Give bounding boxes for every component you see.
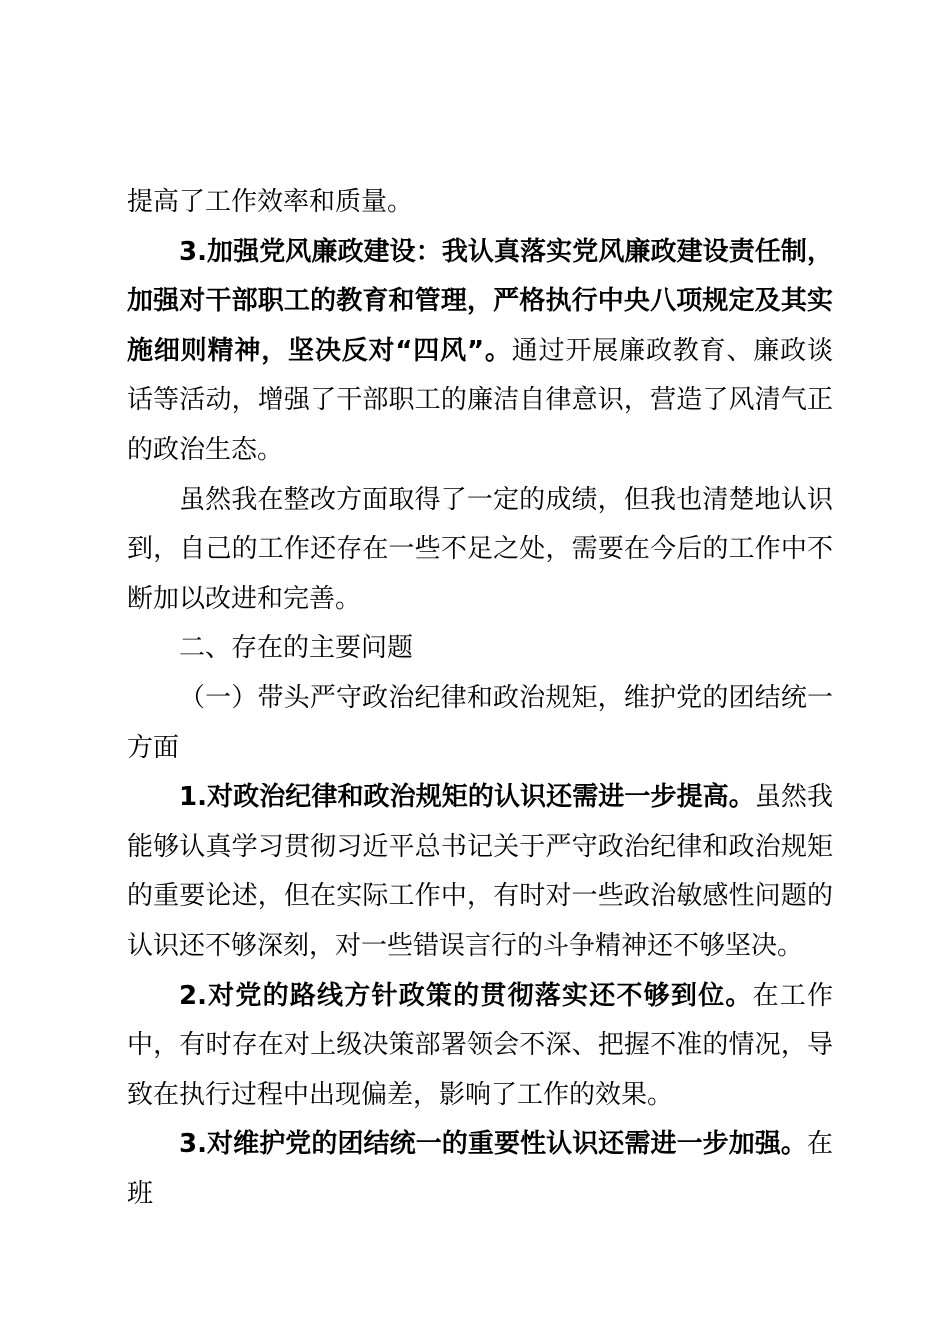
paragraph-heading-bold: 3.加强党风廉政建设：我认真落实党风廉政建设责任制，加强对干部职工的教育和管理，严格执行中央八项规定及其实施细则精神，坚决反对“四风”。 — [127, 236, 833, 366]
paragraph-continuation — [127, 178, 833, 228]
paragraph-heading-bold: 3.对维护党的团结统一的重要性认识还需进一步加强。 — [179, 1129, 807, 1160]
subsection-heading-text: （一）带头严守政治纪律和政治规矩，维护党的团结统一方面 — [127, 682, 833, 763]
section-heading-text: 二、存在的主要问题 — [179, 633, 414, 664]
paragraph-heading-bold: 1.对政治纪律和政治规矩的认识还需进一步提高。 — [179, 782, 755, 813]
paragraph-text: 通过开展廉政教育、廉政谈话等活动，增强了干部职工的廉洁自律意识，营造了风清气正的政治生态。 — [127, 335, 833, 465]
paragraph-heading-bold: 2.对党的路线方针政策的贯彻落实还不够到位。 — [179, 980, 753, 1011]
paragraph-item-3 — [127, 1120, 833, 1219]
paragraph-item-2 — [127, 972, 833, 1121]
paragraph-item-1 — [127, 773, 833, 971]
document-page — [127, 178, 833, 1219]
paragraph-text: 在班 — [127, 1129, 833, 1209]
paragraph-text: 在工作中，有时存在对上级决策部署领会不深、把握不准的情况，导致在执行过程中出现偏差，影响了工作的效果。 — [127, 980, 833, 1110]
section-heading-problems — [127, 624, 833, 674]
paragraph-text: 虽然我在整改方面取得了一定的成绩，但我也清楚地认识到，自己的工作还存在一些不足之处，需要在今后的工作中不断加以改进和完善。 — [127, 484, 833, 614]
paragraph-summary — [127, 476, 833, 625]
paragraph-text: 提高了工作效率和质量。 — [127, 187, 414, 217]
paragraph-party-conduct — [127, 228, 833, 476]
subsection-heading — [127, 674, 833, 773]
paragraph-text: 虽然我能够认真学习贯彻习近平总书记关于严守政治纪律和政治规矩的重要论述，但在实际工作中，有时对一些政治敏感性问题的认识还不够深刻，对一些错误言行的斗争精神还不够坚决。 — [127, 782, 833, 961]
